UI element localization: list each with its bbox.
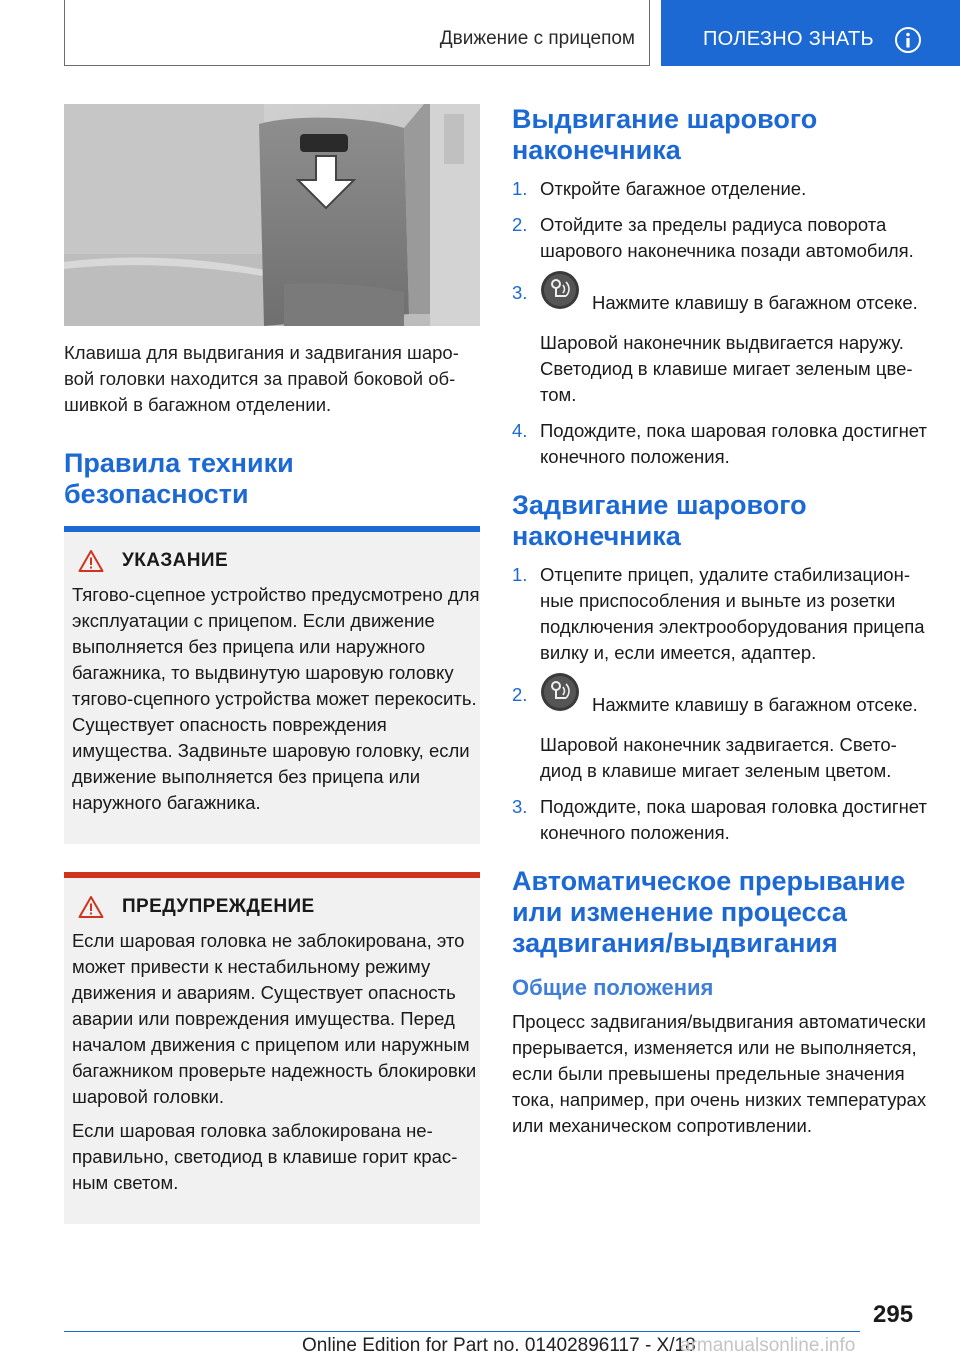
notice-box — [64, 532, 480, 844]
page-number: 295 — [873, 1301, 914, 1328]
retract-steps — [512, 562, 932, 846]
list-item: 3. Подождите, пока шаровая головка достигнет конечного положения. — [512, 796, 927, 843]
list-item: 2. Отойдите за пределы радиуса поворота шарового наконечника позади автомобиля. — [512, 214, 914, 261]
tow-hitch-button-icon — [540, 672, 580, 712]
header-section-box — [64, 0, 650, 66]
header-tab-box[interactable] — [661, 0, 960, 66]
notice-text: Тягово-сцепное устройство предусмотрено для эксплуатации с прицепом. Если движение выполняется без прицепа или наружного багажника, то выдвинутую шаровую головку тягово-сцепного устройства может перекосить. Существует опасность повреждения имущества. Задвиньте шаровую головку, если движение выполняется без прицепа или наружного багажника. — [72, 584, 480, 813]
auto-interrupt-text: Процесс задвигания/выдвигания автоматически прерывается, изменяется или не выполняется, если были превышены предельные значения тока, например, при очень низких температурах или механическом сопротивлении. — [512, 1011, 927, 1136]
warning-triangle-icon — [78, 895, 104, 919]
extend-heading: Выдвигание шарового наконечника — [512, 104, 818, 165]
footer-watermark: armanualsonline.info — [680, 1335, 856, 1356]
footer-rule — [64, 1331, 860, 1332]
retract-heading: Задвигание шарового наконечника — [512, 490, 807, 551]
right-column — [512, 104, 932, 1139]
notice-title: УКАЗАНИЕ — [122, 550, 229, 571]
warning-text-1: Если шаровая головка не заблокирована, это может привести к нестабильному режиму движения и авариям. Существует опасность аварии или повреждения имущества. Перед началом движения с прицепом или наружным багажником проверьте надежность блокировки шаровой головки. — [72, 930, 477, 1107]
warning-title: ПРЕДУПРЕЖДЕНИЕ — [122, 896, 315, 917]
safety-rules-heading: Правила техники безопасности — [64, 448, 294, 509]
auto-interrupt-heading: Автоматическое прерывание или изменение процесса задвигания/выдвигания — [512, 866, 906, 958]
trunk-photo — [64, 104, 480, 326]
info-icon — [894, 26, 922, 54]
left-column — [64, 104, 480, 1224]
extend-steps — [512, 176, 932, 470]
tow-hitch-button-icon — [540, 270, 580, 310]
warning-box — [64, 878, 480, 1224]
header-section-title: Движение с прицепом — [439, 28, 635, 49]
list-item: 3. Нажмите клавишу в багажном отсеке. Шаровой наконечник выдвигается наружу. Светодиод в клавише мигает зеленым цветом. — [512, 280, 932, 408]
list-item: 1. Откройте багажное отделение. — [512, 178, 807, 199]
photo-caption: Клавиша для выдвигания и задвигания шаровой головки находится за правой боковой обшивкой в багажном отделении. — [64, 342, 459, 415]
header-tab-label: ПОЛЕЗНО ЗНАТЬ — [703, 28, 874, 50]
general-subheading: Общие положения — [512, 975, 714, 1000]
warning-text-2: Если шаровая головка заблокирована неправильно, светодиод в клавише горит красным светом. — [72, 1120, 458, 1193]
list-item: 1. Отцепите прицеп, удалите стабилизационные приспособления и выньте из розетки подключения электрооборудования прицепа вилку и, если имеется, адаптер. — [512, 564, 925, 663]
list-item: 4. Подождите, пока шаровая головка достигнет конечного положения. — [512, 420, 927, 467]
footer-edition: Online Edition for Part no. 01402896117 - X/18 — [302, 1335, 696, 1356]
list-item: 2. Нажмите клавишу в багажном отсеке. Шаровой наконечник задвигается. Светодиод в клавише мигает зеленым цветом. — [512, 682, 932, 784]
warning-triangle-icon — [78, 549, 104, 573]
